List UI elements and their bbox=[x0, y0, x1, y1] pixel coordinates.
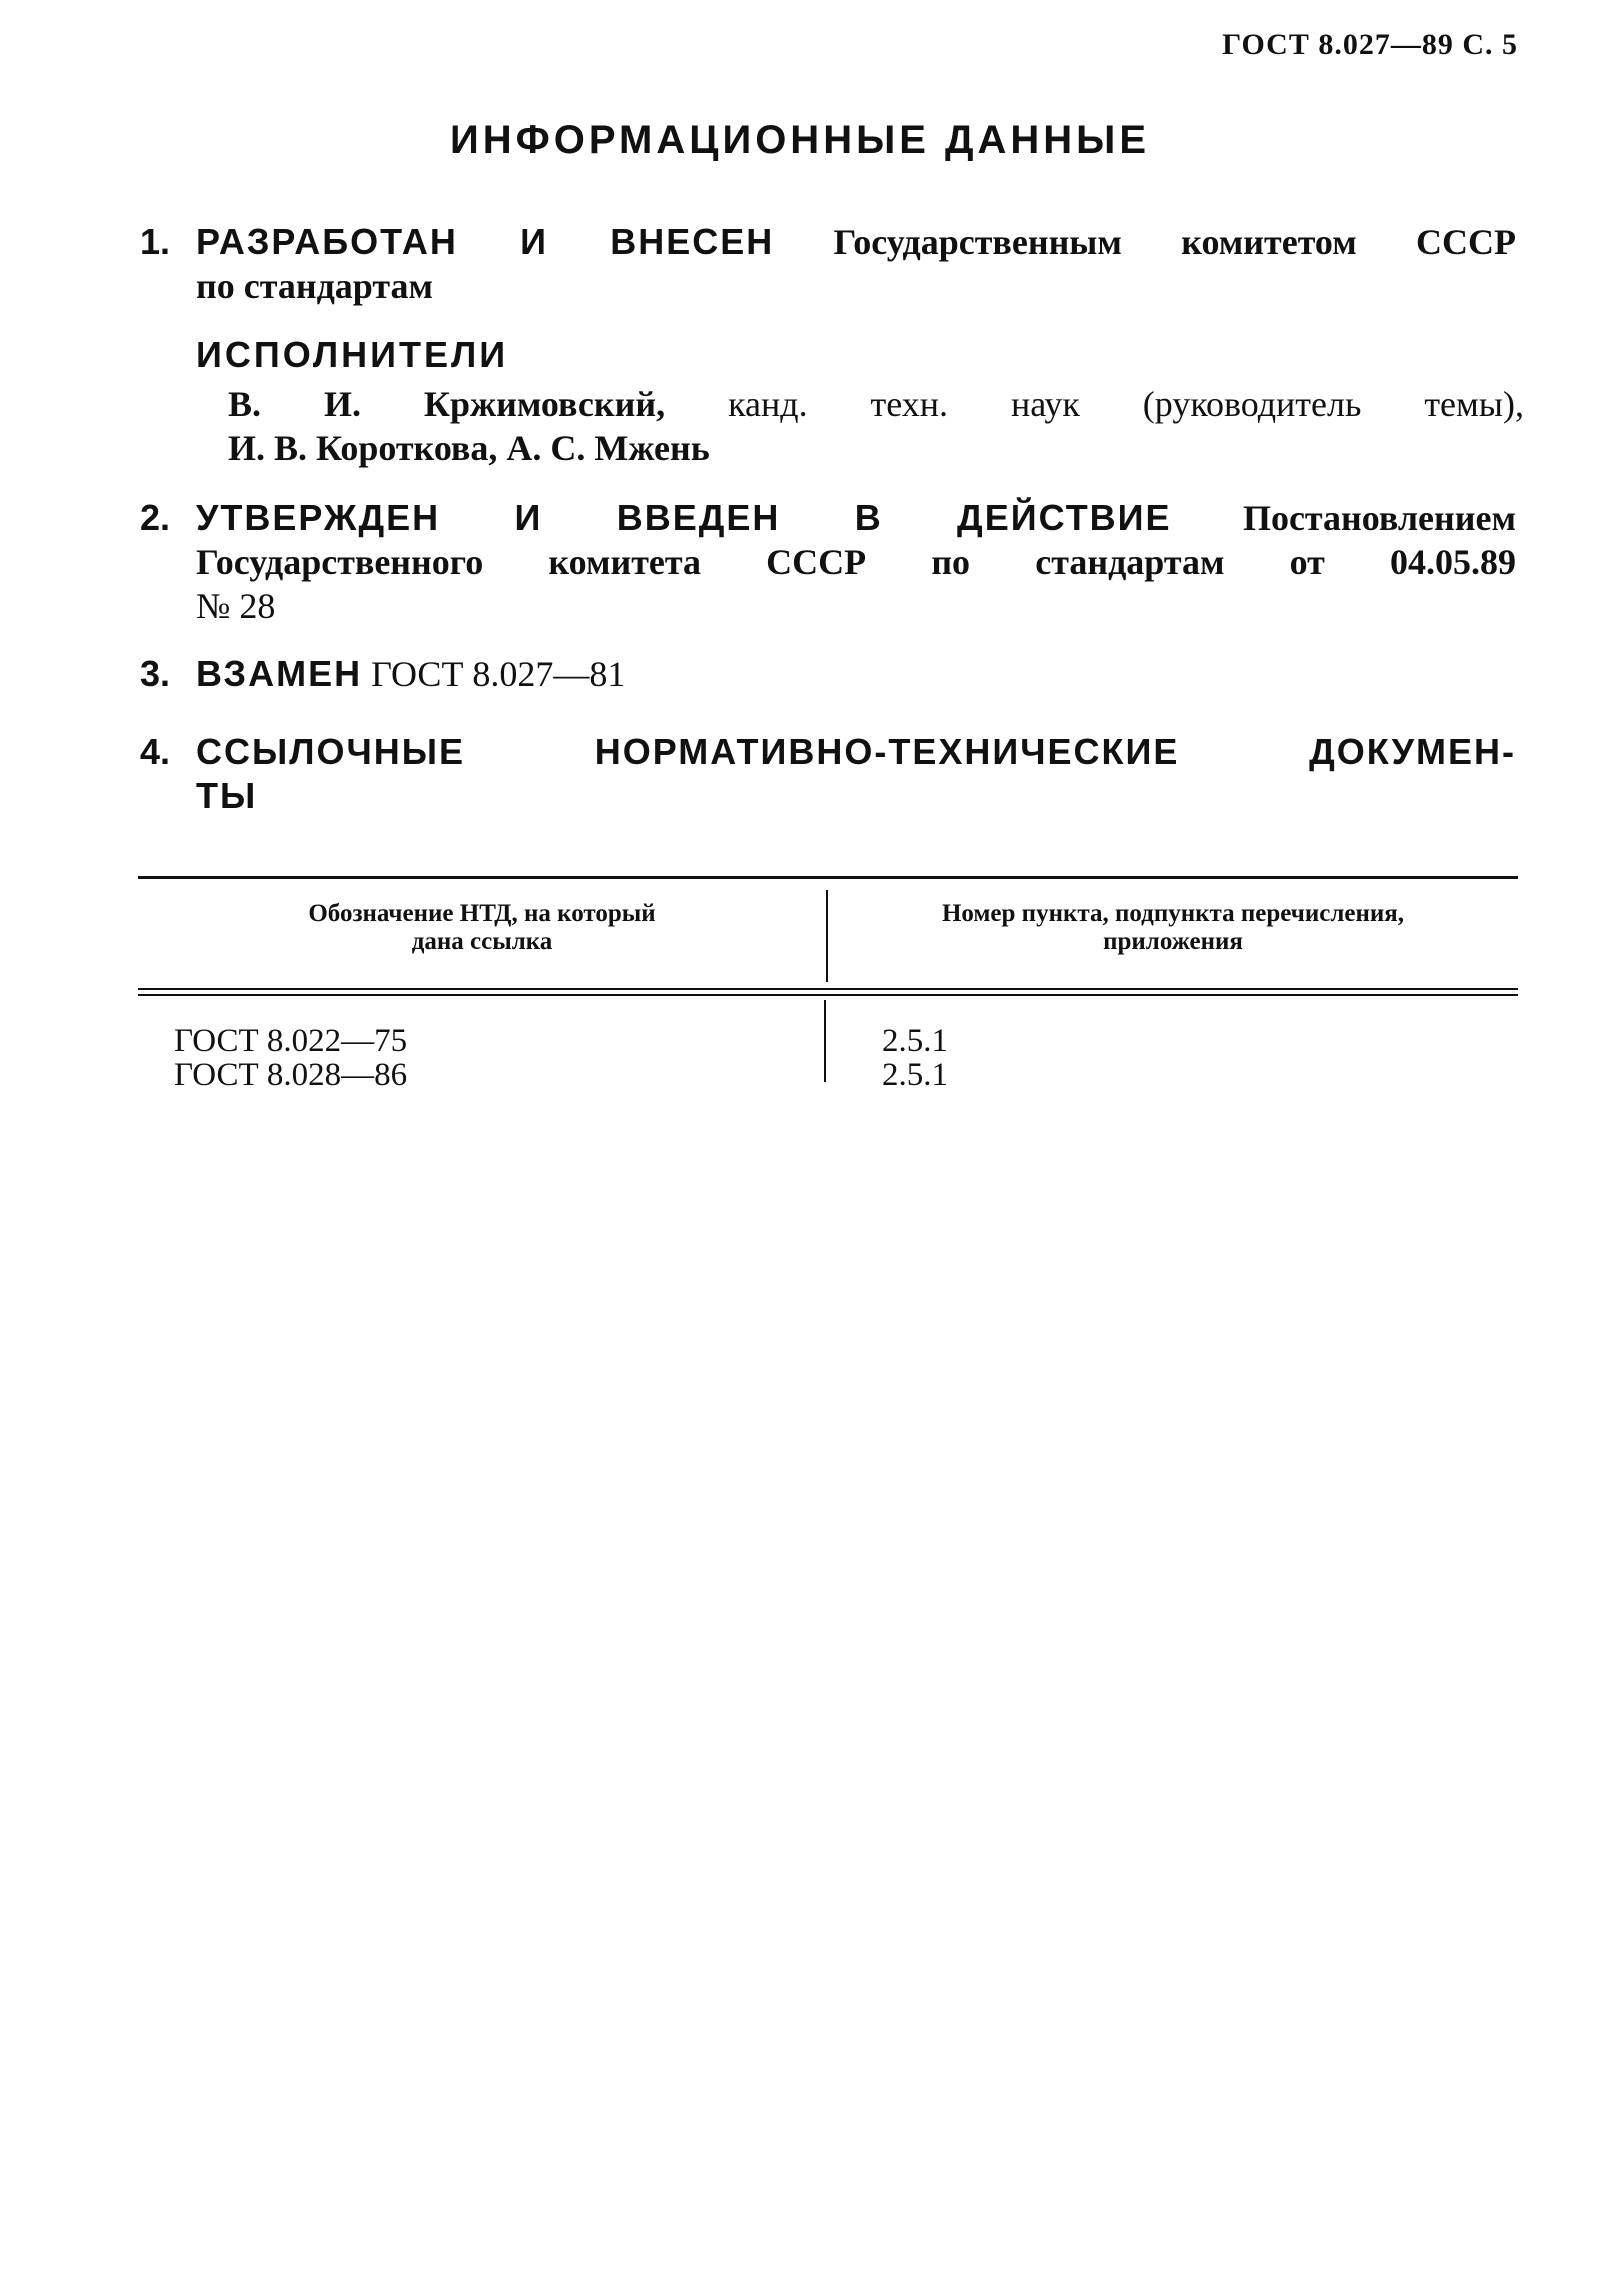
item-lead: УТВЕРЖДЕН И ВВЕДЕН В ДЕЙСТВИЕ bbox=[196, 497, 1172, 538]
item-number: 2. bbox=[140, 497, 171, 538]
table-cell-clause: 2.5.1 bbox=[882, 1057, 948, 1093]
performer-line: И. В. Короткова, А. С. Мжень bbox=[228, 428, 710, 468]
table-divider bbox=[824, 1000, 826, 1082]
item-number: 1. bbox=[140, 221, 171, 262]
running-header: ГОСТ 8.027—89 С. 5 bbox=[1222, 28, 1518, 61]
item-lead: РАЗРАБОТАН И ВНЕСЕН bbox=[196, 221, 775, 262]
header-text: Номер пункта, подпункта перечисления, bbox=[941, 900, 1405, 927]
performer-role: канд. техн. наук (руководитель темы), bbox=[728, 384, 1524, 424]
item-lead: ТЫ bbox=[196, 775, 258, 816]
info-item-4 bbox=[140, 730, 1516, 818]
item-text: Постановлением bbox=[1242, 498, 1517, 538]
info-item-3 bbox=[140, 652, 1516, 696]
performers-heading: ИСПОЛНИТЕЛИ bbox=[196, 334, 509, 375]
item-text: № 28 bbox=[196, 586, 276, 626]
table-rule bbox=[138, 994, 1518, 996]
item-text: по стандартам bbox=[196, 266, 433, 306]
item-text: Государственного комитета СССР по стандартам от 04.05.89 bbox=[196, 542, 1516, 582]
table-cell-document: ГОСТ 8.022—75 bbox=[174, 1023, 408, 1059]
table-header-clause bbox=[828, 900, 1518, 956]
info-item-2 bbox=[140, 496, 1516, 628]
item-line bbox=[196, 496, 1516, 540]
item-line bbox=[196, 220, 1516, 264]
item-lead: ВЗАМЕН bbox=[196, 653, 363, 694]
table-header-document bbox=[138, 900, 826, 956]
header-text: приложения bbox=[1103, 928, 1243, 955]
item-text: ГОСТ 8.027—81 bbox=[371, 654, 626, 694]
table-cell-clause: 2.5.1 bbox=[882, 1023, 948, 1059]
performers-list bbox=[228, 382, 1524, 470]
page-title: ИНФОРМАЦИОННЫЕ ДАННЫЕ bbox=[449, 118, 1151, 162]
header-text: Обозначение НТД, на который bbox=[308, 900, 656, 927]
table-column-clauses bbox=[882, 1024, 1482, 1092]
table-rule bbox=[138, 876, 1518, 879]
table-cell-document: ГОСТ 8.028—86 bbox=[174, 1057, 408, 1093]
item-number: 3. bbox=[140, 653, 171, 694]
table-rule bbox=[138, 988, 1518, 990]
performer-name: В. И. Кржимовский, bbox=[228, 384, 666, 424]
table-column-documents bbox=[174, 1024, 774, 1092]
item-line bbox=[196, 652, 1516, 696]
performer-line bbox=[228, 382, 1524, 426]
header-text: дана ссылка bbox=[411, 928, 553, 955]
info-item-1 bbox=[140, 220, 1516, 308]
item-lead: ССЫЛОЧНЫЕ НОРМАТИВНО-ТЕХНИЧЕСКИЕ ДОКУМЕН- bbox=[196, 731, 1516, 772]
item-number: 4. bbox=[140, 731, 171, 772]
item-text: Государственным комитетом СССР bbox=[833, 222, 1516, 262]
